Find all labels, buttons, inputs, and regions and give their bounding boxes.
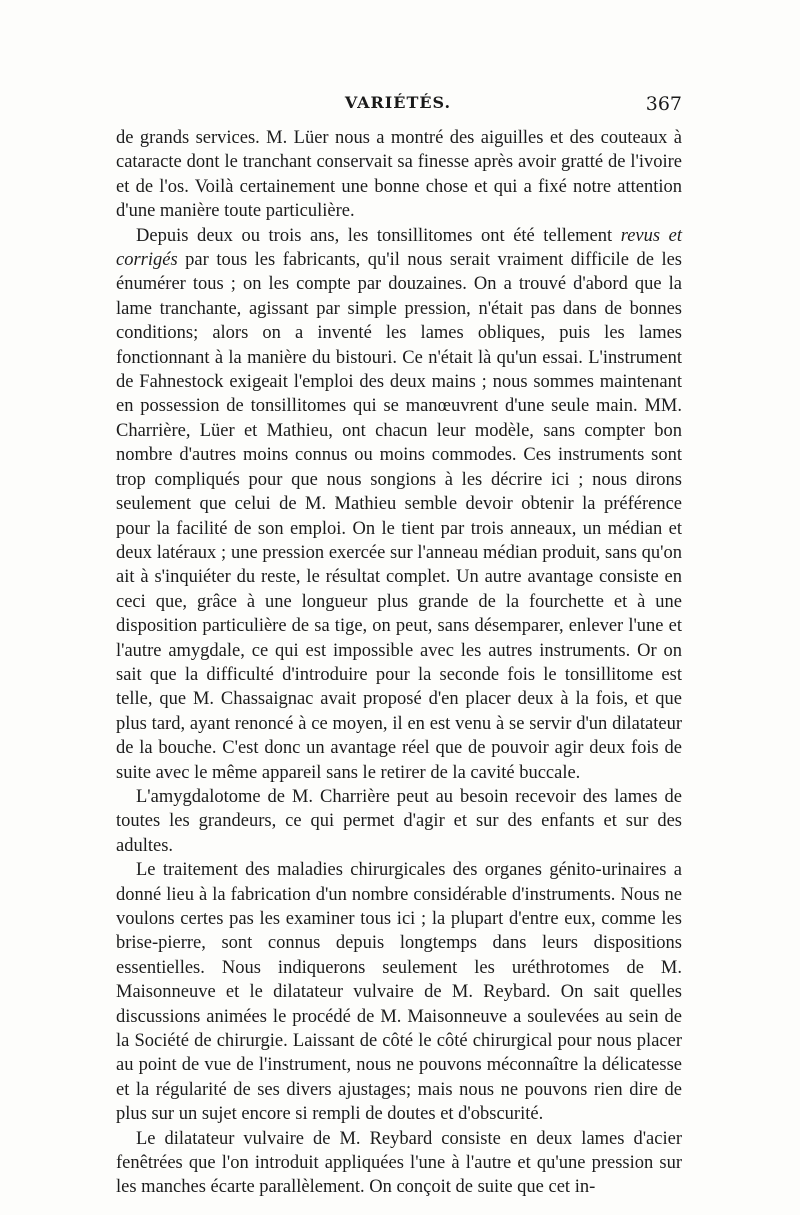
paragraph-3: L'amygdalotome de M. Charrière peut au besoin recevoir des lames de toutes les grandeurs, ce qui permet d'agir et sur des enfants et sur des adultes. <box>116 786 682 856</box>
paragraph-1: de grands services. M. Lüer nous a montré des aiguilles et des couteaux à cataracte dont le tranchant conservait sa finesse après avoir gratté de l'ivoire et de l'os. Voilà certainement une bonne chose et qui a fixé notre attention d'une manière toute particulière. <box>116 128 682 222</box>
paragraph-2-part-b: par tous les fabricants, qu'il nous serait vraiment difficile de les énumérer tous ; on les compte par douzaines. On a trouvé d'abord que la lame tranchante, agissant par simple pression, n'était pas dans de bonnes conditions; alors on a inventé les lames obliques, puis les lames fonctionnant à la manière du bistouri. Ce n'était là qu'un essai. L'instrument de Fahnestock exigeait l'emploi des deux mains ; nous sommes maintenant en possession de tonsillitomes qui se manœuvrent d'une seule main. MM. Charrière, Lüer et Mathieu, ont chacun leur modèle, sans compter bon nombre d'autres moins connus ou moins commodes. Ces instruments sont trop compliqués pour que nous songions à les décrire ici ; nous dirons seulement que celui de M. Mathieu semble devoir obtenir la préférence pour la facilité de son emploi. On le tient par trois anneaux, un médian et deux latéraux ; une pression exercée sur l'anneau médian produit, sans qu'on ait à s'inquiéter du reste, le résultat complet. Un autre avantage consiste en ceci que, grâce à une longueur plus grande de la fourchette et à une disposition particulière de sa tige, on peut, sans désemparer, enlever l'une et l'autre amygdale, ce qui est impossible avec les autres instruments. Or on sait que la difficulté d'introduire pour la seconde fois le tonsillitome est telle, que M. Chassaignac avait proposé d'en placer deux à la fois, et que plus tard, ayant renoncé à ce moyen, il en est venu à se servir d'un dilatateur de la bouche. C'est donc un avantage réel que de pouvoir agir deux fois de suite avec le même appareil sans le retirer de la cavité buccale. <box>116 250 682 783</box>
paragraph-2-emphasis: revus et corrigés <box>116 225 682 271</box>
running-head <box>114 93 682 121</box>
paragraph-5: Le dilatateur vulvaire de M. Reybard consiste en deux lames d'acier fenêtrées que l'on introduit appliquées l'une à l'autre et qu'une pression sur les manches écarte parallèlement. On conçoit de suite que cet in- <box>116 1128 682 1198</box>
page-number: 367 <box>645 93 682 115</box>
paragraph-2-part-a: Depuis deux ou trois ans, les tonsillitomes ont été tellement <box>136 225 621 246</box>
running-title: VARIÉTÉS. <box>344 93 452 112</box>
body-text <box>116 126 682 1200</box>
paragraph-2 <box>116 224 682 785</box>
paragraph-4: Le traitement des maladies chirurgicales des organes génito-urinaires a donné lieu à la fabrication d'un nombre considérable d'instruments. Nous ne voulons certes pas les examiner tous ici ; la plupart d'entre eux, comme les brise-pierre, sont connus depuis longtemps dans leurs dispositions essentielles. Nous indiquerons seulement les uréthrotomes de M. Maisonneuve et le dilatateur vulvaire de M. Reybard. On sait quelles discussions animées le procédé de M. Maisonneuve a soulevées au sein de la Société de chirurgie. Laissant de côté le côté chirurgical pour nous placer au point de vue de l'instrument, nous ne pouvons méconnaître la délicatesse et la régularité de ses divers ajustages; mais nous ne pouvons rien dire de plus sur un sujet encore si rempli de doutes et d'obscurité. <box>116 860 682 1125</box>
